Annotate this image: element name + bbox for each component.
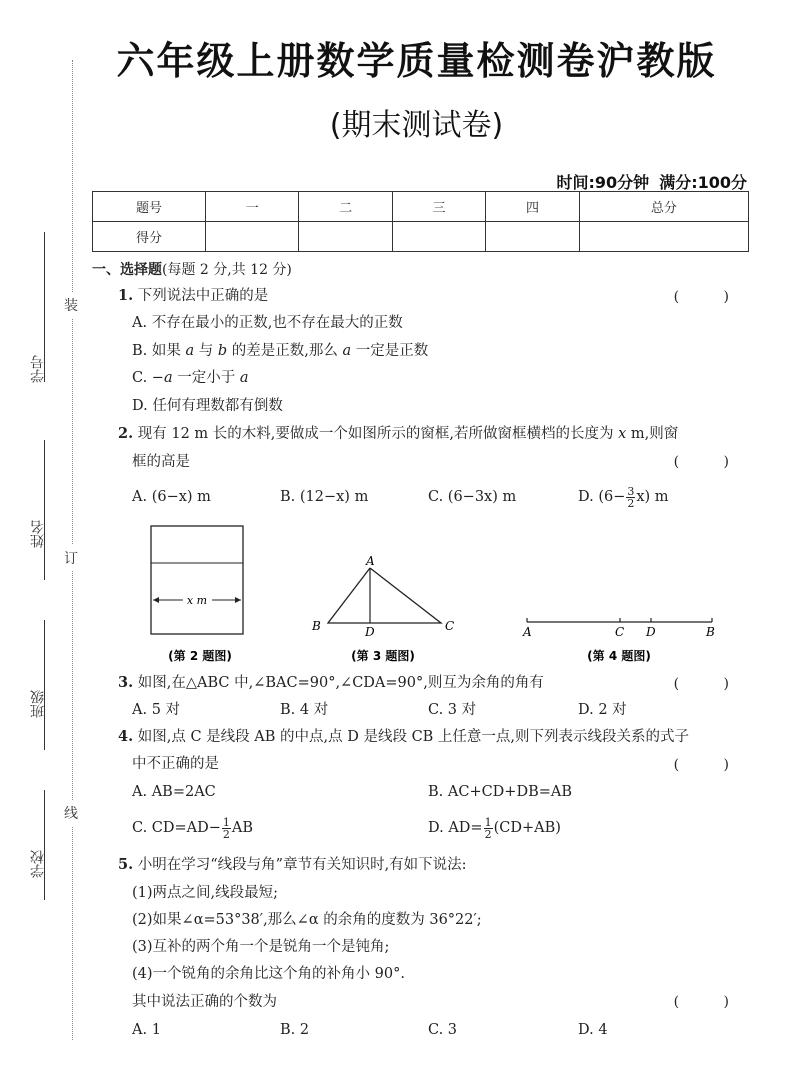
text: AB <box>231 820 254 836</box>
point-a: A <box>366 554 375 568</box>
q5-option-a[interactable]: A. 1 <box>132 1022 161 1038</box>
q2-option-a[interactable]: A. (6−x) m <box>132 489 211 505</box>
question-number: 4. <box>118 728 134 745</box>
point-a: A <box>523 625 532 639</box>
var: a <box>342 343 352 359</box>
question-5 <box>118 851 467 879</box>
q4-option-c[interactable] <box>132 814 253 842</box>
question-3 <box>118 669 544 697</box>
q4-option-b[interactable]: B. AC+CD+DB=AB <box>428 784 573 800</box>
answer-blank-1[interactable]: ( ) <box>673 289 749 305</box>
question-stem: 现有 12 m 长的木料,要做成一个如图所示的窗框,若所做窗框横档的长度为 <box>137 426 619 442</box>
statement-2: (2)如果∠α=53°38′,那么∠α 的余角的度数为 36°22′; <box>132 912 482 928</box>
fraction <box>222 817 231 840</box>
question-stem-cont: 中不正确的是 <box>132 756 219 772</box>
section-note: (每题 2 分,共 12 分) <box>162 262 292 278</box>
numerator: 1 <box>222 815 230 829</box>
fig3-caption: (第 3 题图) <box>351 649 415 663</box>
page-title: 六年级上册数学质量检测卷沪教版 <box>116 39 717 83</box>
question-4 <box>118 723 689 751</box>
question-stem: 下列说法中正确的是 <box>137 288 269 304</box>
figure-2-window <box>151 526 243 663</box>
name-label: 姓名 <box>30 520 46 548</box>
denominator: 2 <box>222 827 230 841</box>
q5-option-d[interactable]: D. 4 <box>578 1022 608 1038</box>
question-stem: 如图,点 C 是线段 AB 的中点,点 D 是线段 CB 上任意一点,则下列表示线段关系的式子 <box>137 729 690 745</box>
score-label: 满分:100分 <box>659 173 747 192</box>
denominator: 2 <box>627 496 635 510</box>
text: D. (6− <box>578 489 626 505</box>
binding-char-zhuang: 装 <box>64 292 78 318</box>
statement-3: (3)互补的两个角一个是锐角一个是钝角; <box>132 939 390 955</box>
q2-option-c[interactable]: C. (6−3x) m <box>428 489 517 505</box>
score-header-cell: 二 <box>299 192 392 222</box>
text: D. AD= <box>428 820 483 836</box>
text: B. 如果 <box>132 343 186 359</box>
statement-1: (1)两点之间,线段最短; <box>132 885 279 901</box>
score-header-cell: 四 <box>486 192 579 222</box>
binding-char-xian: 线 <box>64 800 78 826</box>
question-number: 2. <box>118 425 134 442</box>
score-header-cell: 三 <box>392 192 485 222</box>
triangle-abc <box>328 568 441 623</box>
time-label: 时间:90分钟 <box>556 173 650 192</box>
text: 的差是正数,那么 <box>227 343 343 359</box>
page-subtitle: (期末测试卷) <box>329 108 504 143</box>
q2-option-b[interactable]: B. (12−x) m <box>280 489 369 505</box>
question-number: 3. <box>118 674 134 691</box>
score-header-cell: 一 <box>206 192 299 222</box>
q3-option-d[interactable]: D. 2 对 <box>578 702 627 718</box>
fraction <box>484 817 493 840</box>
point-b: B <box>312 619 321 633</box>
q1-option-a[interactable]: A. 不存在最小的正数,也不存在最大的正数 <box>132 315 403 331</box>
text: x) m <box>636 489 669 505</box>
var: a <box>239 370 249 386</box>
q4-option-a[interactable]: A. AB=2AC <box>132 784 216 800</box>
question-ask: 其中说法正确的个数为 <box>132 994 277 1010</box>
point-b: B <box>706 625 715 639</box>
score-header-cell: 题号 <box>93 192 206 222</box>
text: (CD+AB) <box>493 820 561 836</box>
text: C. − <box>132 370 164 386</box>
binding-char-ding: 订 <box>64 545 78 571</box>
q5-option-b[interactable]: B. 2 <box>280 1022 310 1038</box>
q5-option-c[interactable]: C. 3 <box>428 1022 458 1038</box>
answer-blank-5[interactable]: ( ) <box>673 994 749 1010</box>
q3-option-a[interactable]: A. 5 对 <box>132 702 181 718</box>
answer-blank-2[interactable]: ( ) <box>673 454 749 470</box>
score-header-cell: 总分 <box>579 192 748 222</box>
q4-option-d[interactable] <box>428 814 561 842</box>
var: a <box>185 343 195 359</box>
figure-4-segment <box>522 618 715 663</box>
class-label: 班级 <box>30 690 46 718</box>
statement-4: (4)一个锐角的余角比这个角的补角小 90°. <box>132 966 405 982</box>
question-stem: 如图,在△ABC 中,∠BAC=90°,∠CDA=90°,则互为余角的角有 <box>137 675 544 691</box>
answer-blank-4[interactable]: ( ) <box>673 757 749 773</box>
text: 与 <box>194 343 218 359</box>
section-name: 一、选择题 <box>92 262 162 278</box>
numerator: 1 <box>484 815 492 829</box>
figure-3-triangle <box>311 554 454 663</box>
point-c: C <box>615 625 625 639</box>
var: x <box>618 426 627 442</box>
var: a <box>163 370 173 386</box>
fig2-caption: (第 2 题图) <box>168 649 232 663</box>
numerator: 3 <box>627 484 635 498</box>
window-frame <box>151 526 243 634</box>
text: C. CD=AD− <box>132 820 221 836</box>
question-stem: 小明在学习“线段与角”章节有关知识时,有如下说法: <box>137 857 467 873</box>
student-id-label: 学号 <box>30 355 46 383</box>
school-label: 学校 <box>30 850 46 878</box>
score-row-label: 得分 <box>93 222 206 252</box>
fig2-dimension-label: x m <box>186 594 208 607</box>
point-d: D <box>365 625 375 639</box>
point-d: D <box>646 625 656 639</box>
text: 一定小于 <box>172 370 240 386</box>
question-stem: m,则窗 <box>626 426 679 442</box>
text: 一定是正数 <box>351 343 429 359</box>
point-c: C <box>445 619 455 633</box>
question-number: 5. <box>118 856 134 873</box>
q3-option-b[interactable]: B. 4 对 <box>280 702 329 718</box>
answer-blank-3[interactable]: ( ) <box>673 676 749 692</box>
denominator: 2 <box>484 827 492 841</box>
fig4-caption: (第 4 题图) <box>587 649 651 663</box>
question-number: 1. <box>118 287 134 304</box>
q1-option-d[interactable]: D. 任何有理数都有倒数 <box>132 398 283 414</box>
var: b <box>217 343 228 359</box>
question-stem-cont: 框的高是 <box>132 454 190 470</box>
q3-option-c[interactable]: C. 3 对 <box>428 702 477 718</box>
